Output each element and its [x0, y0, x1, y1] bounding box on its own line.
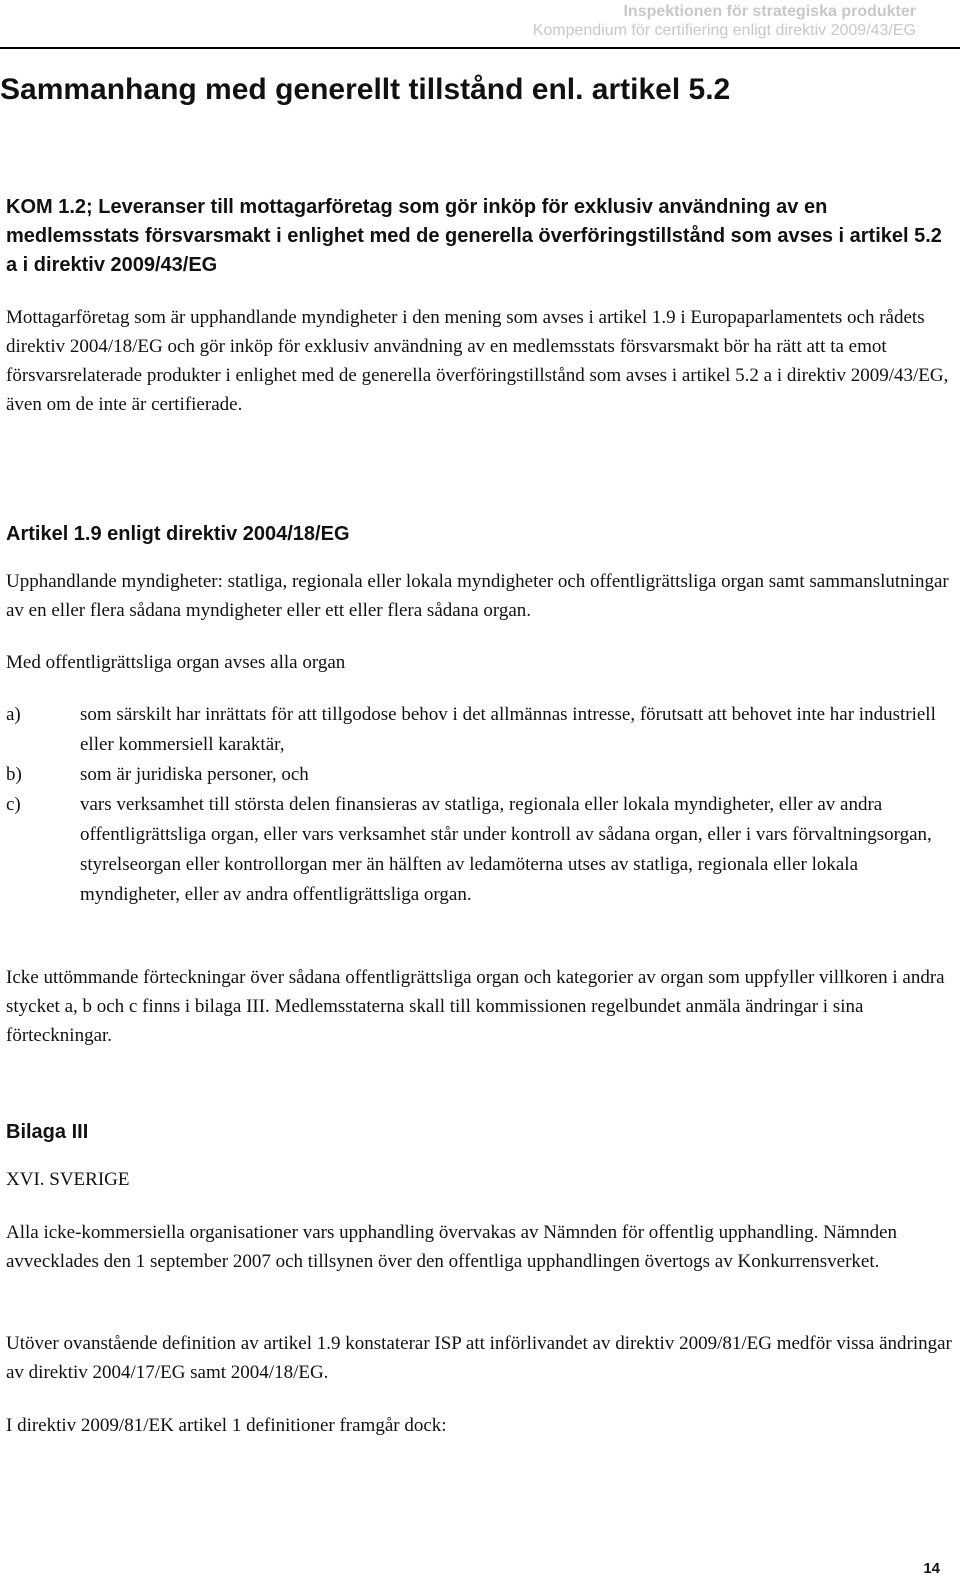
list-marker: a) [6, 704, 21, 725]
heading-bilaga-iii: Bilaga III [6, 1121, 89, 1143]
paragraph-mottagarforetag: Mottagarföretag som är upphandlande myndigheter i den mening som avses i artikel 1.9 i Europaparlamentets och rådets direktiv 2004/18/EG och gör inköp för exklusiv användning av en medlemsstats försvarsmakt bör ha rätt att ta emot försvarsrelaterade produkter i enlighet med de generella överföringstillstånd som avses i artikel 5.2 a i direktiv 2009/43/EG, även om de inte är certifierade. [6, 307, 949, 415]
heading-artikel-1-9: Artikel 1.9 enligt direktiv 2004/18/EG [6, 523, 350, 545]
paragraph-isp-konstaterar: Utöver ovanstående definition av artikel 1.9 konstaterar ISP att införlivandet av direktiv 2009/81/EG medför vissa ändringar av direktiv 2004/17/EG samt 2004/18/EG. [6, 1333, 952, 1383]
list-item-text: som är juridiska personer, och [80, 764, 309, 785]
page-title: Sammanhang med generellt tillstånd enl. artikel 5.2 [0, 73, 731, 106]
paragraph-upphandlande-myndigheter: Upphandlande myndigheter: statliga, regionala eller lokala myndigheter och offentligrättsliga organ samt sammanslutningar av en eller flera sådana myndigheter eller ett eller flera sådana organ. [6, 571, 949, 621]
header-rule [0, 47, 960, 49]
paragraph-xvi-sverige: XVI. SVERIGE [6, 1169, 130, 1190]
page-number: 14 [923, 1560, 940, 1577]
list-item [6, 760, 956, 790]
list-marker: b) [6, 764, 22, 785]
header-organization: Inspektionen för strategiska produkter [623, 3, 916, 20]
list-item-text: som särskilt har inrättats för att tillgodose behov i det allmännas intresse, förutsatt att behovet inte har industriell eller kommersiell karaktär, [80, 704, 936, 755]
list-item [6, 790, 956, 910]
paragraph-icke-kommersiella: Alla icke-kommersiella organisationer vars upphandling övervakas av Nämnden för offentlig upphandling. Nämnden avvecklades den 1 september 2007 och tillsynen över den offentliga upphandlingen övertogs av Konkurrensverket. [6, 1222, 897, 1272]
section-subtitle: KOM 1.2; Leveranser till mottagarföretag som gör inköp för exklusiv användning av en medlemsstats försvarsmakt i enlighet med de generella överföringstillstånd som avses i artikel 5.2 a i direktiv 2009/43/EG [6, 196, 942, 276]
page-header [356, 2, 916, 40]
list-item [6, 700, 956, 760]
list-item-text: vars verksamhet till största delen finansieras av statliga, regionala eller lokala myndigheter, eller av andra offentligrättsliga organ, eller vars verksamhet står under kontroll av sådana organ, eller i vars förvaltningsorgan, styrelseorgan eller kontrollorgan mer än hälften av ledamöterna utses av statliga, regionala eller lokala myndigheter, eller av andra offentligrättsliga organ. [80, 794, 932, 905]
list-marker: c) [6, 794, 21, 815]
criteria-list [6, 700, 956, 910]
paragraph-definitioner: I direktiv 2009/81/EK artikel 1 definitioner framgår dock: [6, 1415, 447, 1436]
header-document-title: Kompendium för certifiering enligt direktiv 2009/43/EG [532, 22, 916, 39]
paragraph-offentligrattsliga-organ: Med offentligrättsliga organ avses alla organ [6, 652, 346, 673]
paragraph-forteckningar: Icke uttömmande förteckningar över sådana offentligrättsliga organ och kategorier av organ som uppfyller villkoren i andra stycket a, b och c finns i bilaga III. Medlemsstaterna skall till kommissionen regelbundet anmäla ändringar i sina förteckningar. [6, 967, 945, 1046]
